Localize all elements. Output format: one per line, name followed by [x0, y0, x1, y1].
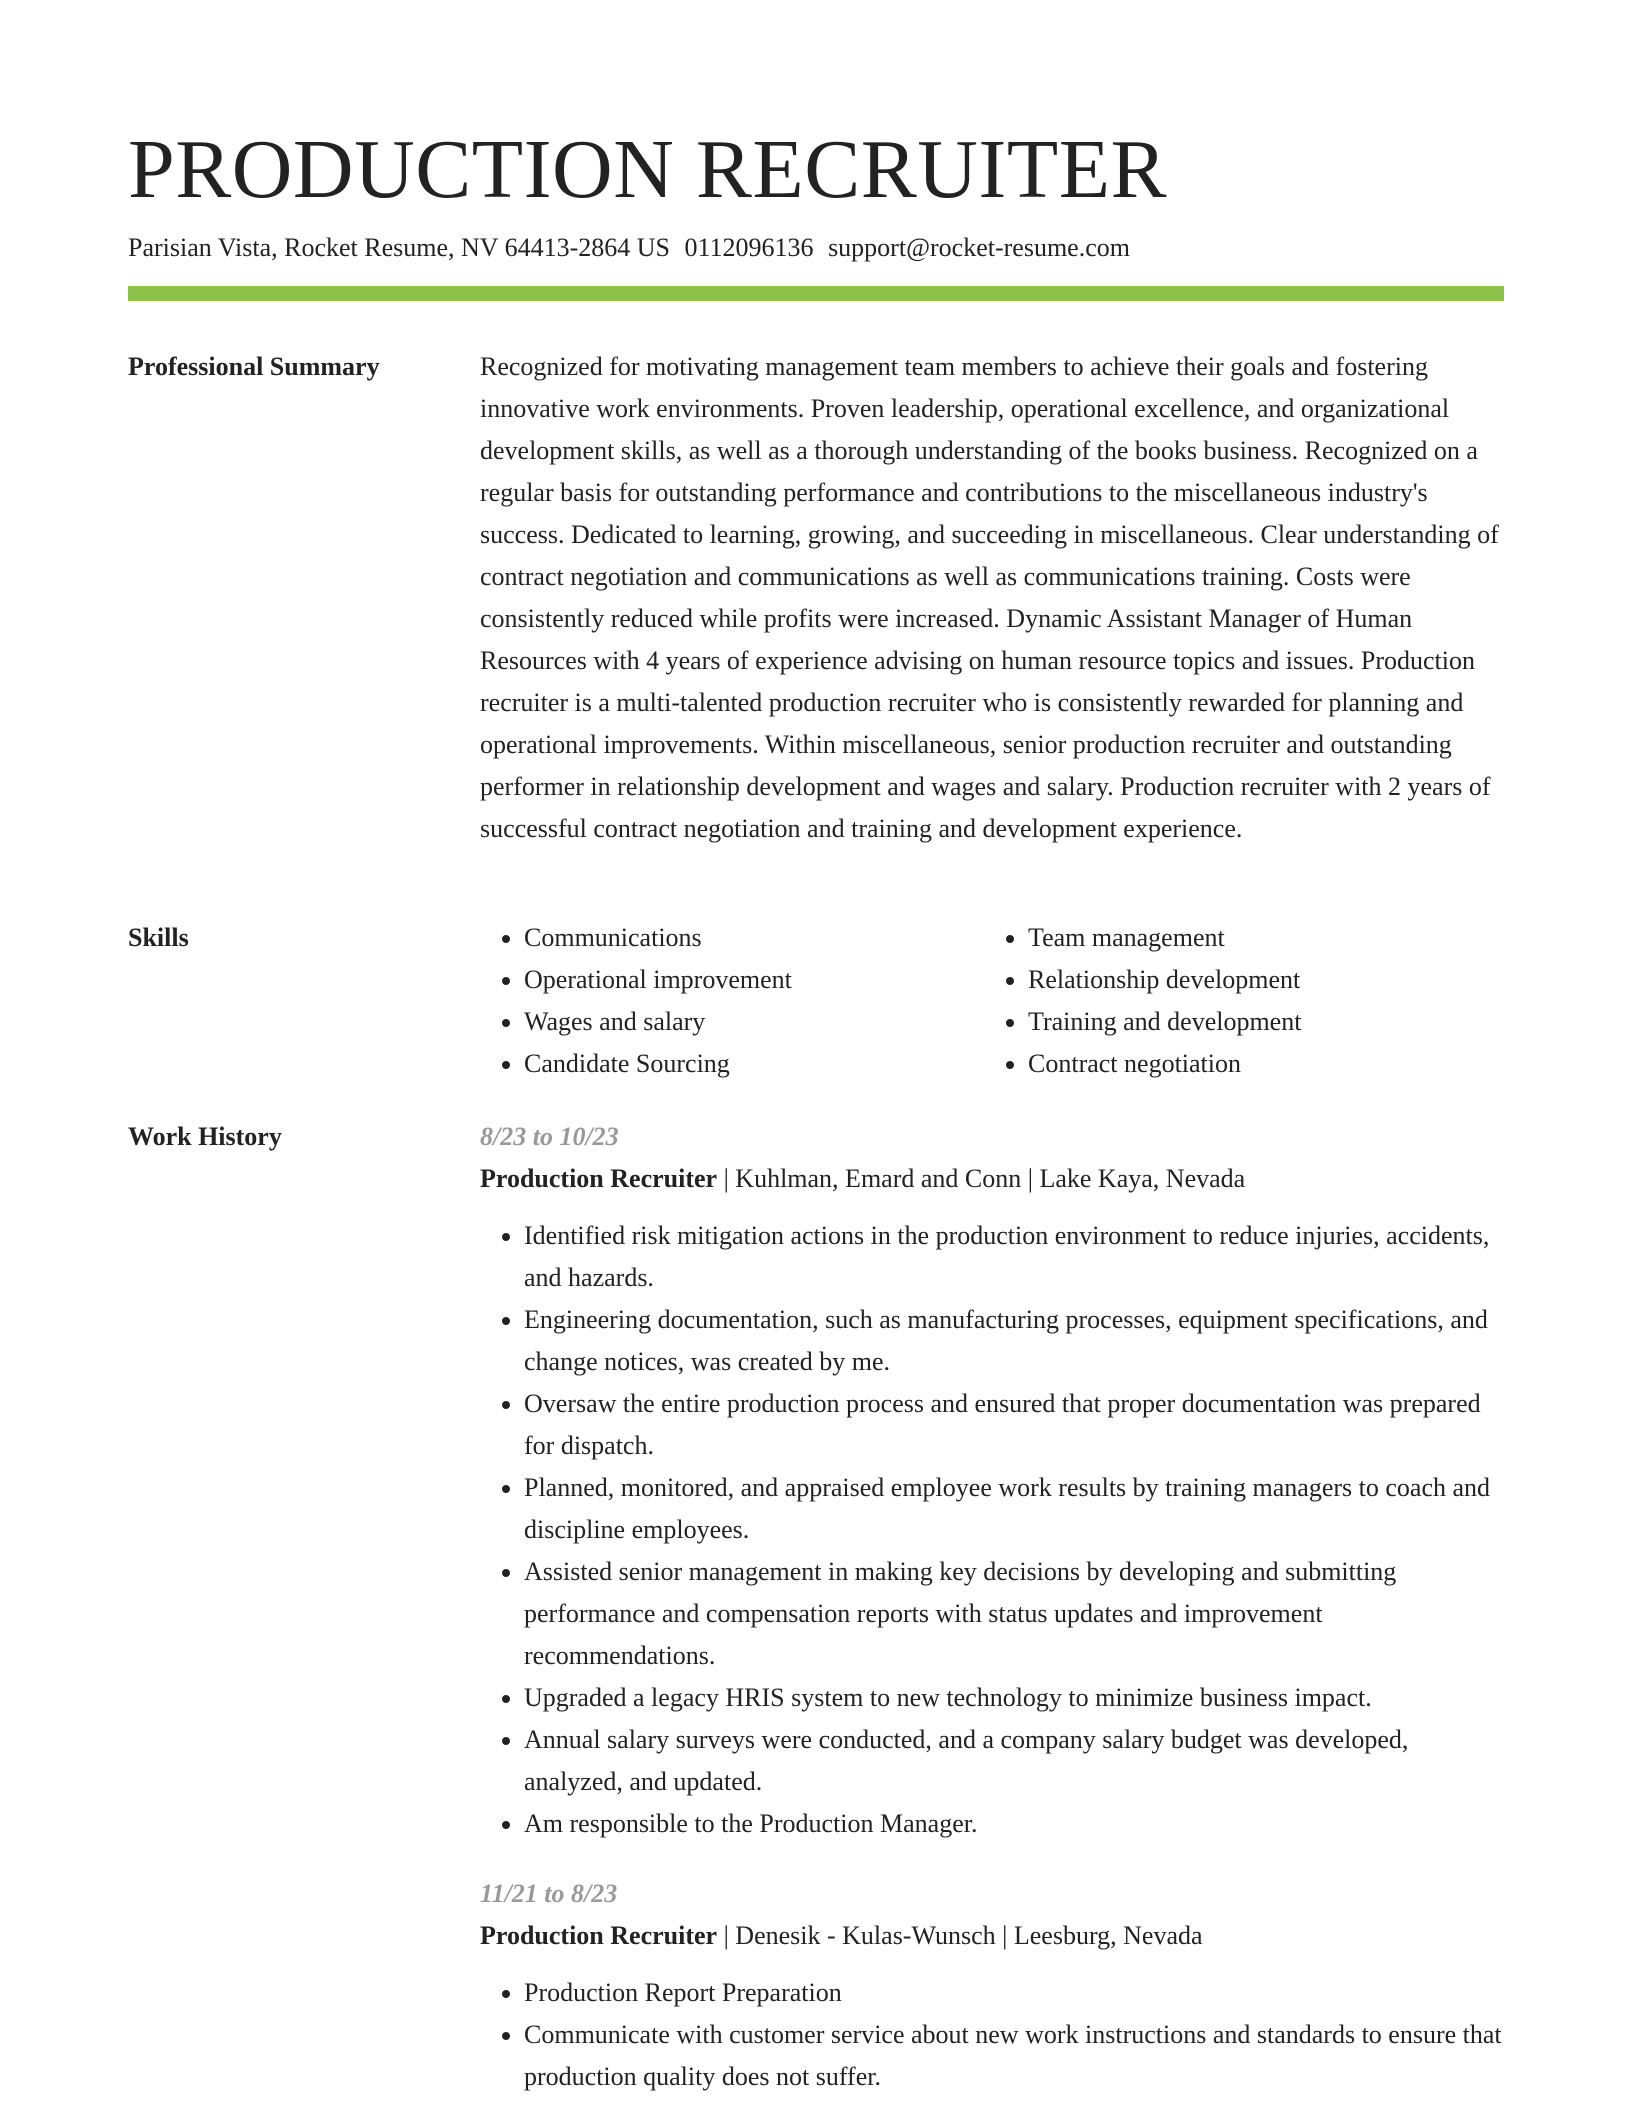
skill-item: • Contract negotiation	[1028, 1043, 1488, 1085]
job-dates: 11/21 to 8/23	[480, 1879, 618, 1908]
separator: |	[723, 1164, 736, 1193]
summary-body	[480, 346, 1510, 850]
skill-item: • Team management	[1028, 917, 1488, 959]
job-company: Kuhlman, Emard and Conn	[735, 1164, 1022, 1193]
contact-phone: 0112096136	[684, 233, 814, 262]
job-bullets	[480, 1972, 1510, 2098]
work-history-body	[480, 1116, 1510, 2112]
job-bullet: • Planned, monitored, and appraised employee work results by training managers to coach and discipline employees.	[524, 1467, 1510, 1551]
job-bullet: • Am responsible to the Production Manager.	[524, 1803, 1510, 1845]
summary-text: Recognized for motivating management team members to achieve their goals and fostering innovative work environments. Proven leadership, operational excellence, and organizational development skills, as well as a thorough understanding of the books business. Recognized on a regular basis for outstanding performance and contributions to the miscellaneous industry's success. Dedicated to learning, growing, and succeeding in miscellaneous. Clear understanding of contract negotiation and communications as well as communications training. Costs were consistently reduced while profits were increased. Dynamic Assistant Manager of Human Resources with 4 years of experience advising on human resource topics and issues. Production recruiter is a multi-talented production recruiter who is consistently rewarded for planning and operational improvements. Within miscellaneous, senior production recruiter and outstanding performer in relationship development and wages and salary. Production recruiter with 2 years of successful contract negotiation and training and development experience.	[480, 352, 1499, 843]
job-location: Leesburg, Nevada	[1013, 1921, 1203, 1950]
job-entry	[480, 1873, 1510, 2098]
separator: |	[1027, 1164, 1040, 1193]
contact-address: Parisian Vista, Rocket Resume, NV 64413-2864 US	[128, 233, 671, 262]
skills-grid	[480, 917, 1510, 1085]
separator: |	[1002, 1921, 1014, 1950]
job-entry	[480, 1116, 1510, 1845]
skill-item: • Candidate Sourcing	[524, 1043, 984, 1085]
job-heading	[480, 1158, 1510, 1200]
contact-line	[128, 230, 1130, 266]
separator: |	[723, 1921, 736, 1950]
job-location: Lake Kaya, Nevada	[1039, 1164, 1246, 1193]
candidate-name: PRODUCTION RECRUITER	[128, 123, 1168, 216]
job-title: Production Recruiter	[480, 1164, 718, 1193]
job-bullet: • Annual salary surveys were conducted, and a company salary budget was developed, analyzed, and updated.	[524, 1719, 1510, 1803]
job-bullet: • Assisted senior management in making key decisions by developing and submitting performance and compensation reports with status updates and improvement recommendations.	[524, 1551, 1510, 1677]
job-bullet: • Identified risk mitigation actions in the production environment to reduce injuries, accidents, and hazards.	[524, 1215, 1510, 1299]
skills-heading: Skills	[128, 923, 189, 952]
contact-email[interactable]: support@rocket-resume.com	[828, 233, 1130, 262]
job-bullet: • Engineering documentation, such as manufacturing processes, equipment specifications, and change notices, was created by me.	[524, 1299, 1510, 1383]
skill-item: • Training and development	[1028, 1001, 1488, 1043]
job-company: Denesik - Kulas-Wunsch	[735, 1921, 996, 1950]
job-dates: 8/23 to 10/23	[480, 1122, 619, 1151]
job-bullet: • Upgraded a legacy HRIS system to new technology to minimize business impact.	[524, 1677, 1510, 1719]
skills-body	[480, 917, 1510, 1085]
skill-item: • Operational improvement	[524, 959, 984, 1001]
job-bullet: • Production Report Preparation	[524, 1972, 1510, 2014]
skills-column-right	[984, 917, 1488, 1085]
job-bullet: • Oversaw the entire production process and ensured that proper documentation was prepared for dispatch.	[524, 1383, 1510, 1467]
work-history-heading: Work History	[128, 1122, 282, 1151]
job-bullet: • Communicate with customer service about new work instructions and standards to ensure that production quality does not suffer.	[524, 2014, 1510, 2098]
job-bullets	[480, 1215, 1510, 1845]
skills-column-left	[480, 917, 984, 1085]
skill-item: • Communications	[524, 917, 984, 959]
skill-item: • Relationship development	[1028, 959, 1488, 1001]
skill-item: • Wages and salary	[524, 1001, 984, 1043]
job-heading	[480, 1915, 1510, 1957]
summary-heading: Professional Summary	[128, 352, 380, 381]
job-title: Production Recruiter	[480, 1921, 718, 1950]
header-divider	[128, 286, 1504, 301]
